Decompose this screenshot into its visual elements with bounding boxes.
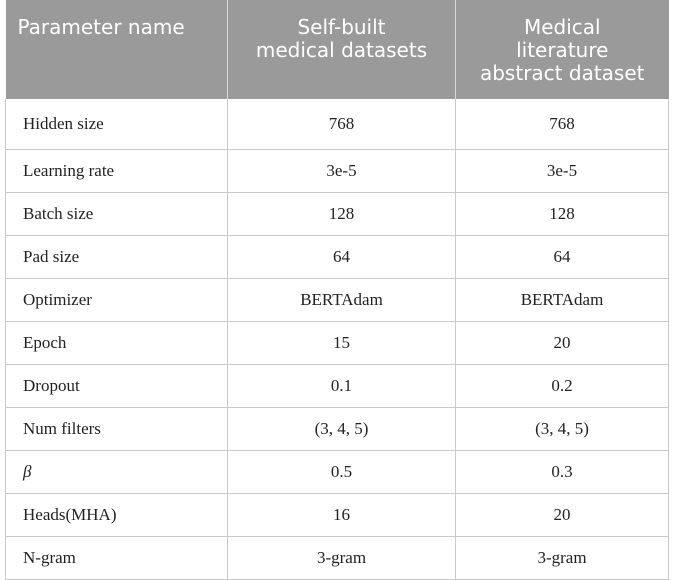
table-header (6, 0, 669, 99)
row-value-self-built: 64 (228, 235, 456, 278)
table-row (6, 278, 669, 321)
row-name: Epoch (6, 321, 228, 364)
row-name: N-gram (6, 536, 228, 579)
row-name: Num filters (6, 407, 228, 450)
header-medical-literature (456, 0, 669, 99)
row-name: Heads(MHA) (6, 493, 228, 536)
row-value-self-built: 0.5 (228, 450, 456, 493)
table-row (6, 364, 669, 407)
header-self-built (228, 0, 456, 99)
header-line: medical datasets (255, 38, 428, 62)
row-name: Optimizer (6, 278, 228, 321)
row-value-self-built: 128 (228, 192, 456, 235)
table-row (6, 235, 669, 278)
row-value-self-built: 3-gram (228, 536, 456, 579)
row-value-medical-literature: 64 (456, 235, 669, 278)
row-value-medical-literature: 20 (456, 321, 669, 364)
row-value-self-built: (3, 4, 5) (228, 407, 456, 450)
row-value-self-built: 0.1 (228, 364, 456, 407)
parameter-table (5, 0, 669, 580)
table-row (6, 149, 669, 192)
row-name: Hidden size (6, 99, 228, 149)
row-value-medical-literature: 0.2 (456, 364, 669, 407)
row-value-self-built: 3e-5 (228, 149, 456, 192)
header-line: Self-built (297, 15, 386, 39)
row-value-medical-literature: BERTAdam (456, 278, 669, 321)
row-value-medical-literature: 3-gram (456, 536, 669, 579)
row-value-medical-literature: (3, 4, 5) (456, 407, 669, 450)
table-row (6, 407, 669, 450)
header-line: Parameter name (17, 15, 185, 39)
row-value-medical-literature: 3e-5 (456, 149, 669, 192)
header-line: Medical (523, 15, 601, 39)
table-row (6, 450, 669, 493)
row-value-medical-literature: 768 (456, 99, 669, 149)
table-row (6, 321, 669, 364)
row-name: Learning rate (6, 149, 228, 192)
header-parameter-name (6, 0, 228, 99)
header-line: literature (516, 38, 609, 62)
table-row (6, 192, 669, 235)
row-value-self-built: 15 (228, 321, 456, 364)
table-row (6, 493, 669, 536)
row-name: Dropout (6, 364, 228, 407)
row-value-self-built: BERTAdam (228, 278, 456, 321)
table-body (6, 99, 669, 579)
row-value-medical-literature: 128 (456, 192, 669, 235)
row-name: Batch size (6, 192, 228, 235)
row-name: Pad size (6, 235, 228, 278)
row-value-self-built: 16 (228, 493, 456, 536)
row-name: β (6, 450, 228, 493)
table-row (6, 536, 669, 579)
header-row (6, 0, 669, 99)
row-value-medical-literature: 0.3 (456, 450, 669, 493)
table-row (6, 99, 669, 149)
row-value-medical-literature: 20 (456, 493, 669, 536)
parameter-table-container (5, 0, 668, 580)
row-value-self-built: 768 (228, 99, 456, 149)
header-line: abstract dataset (479, 61, 645, 85)
